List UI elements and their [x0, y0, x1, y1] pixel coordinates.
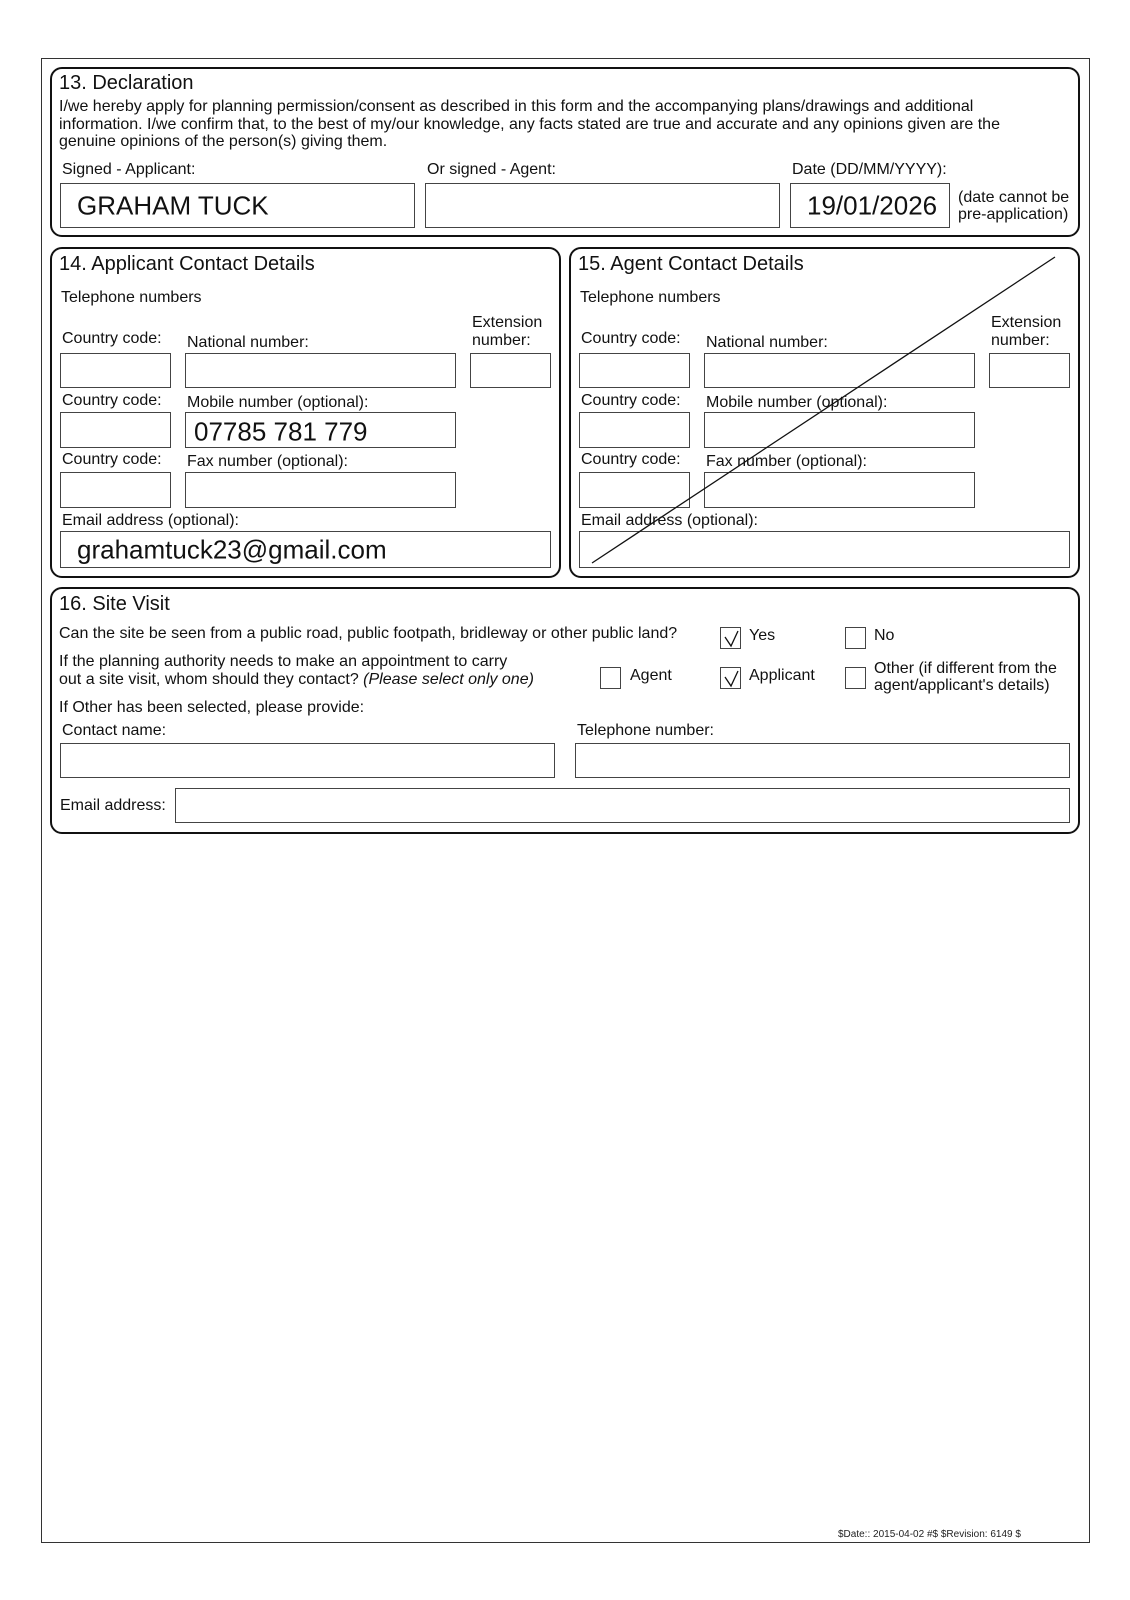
mobile-label: Mobile number (optional): — [706, 394, 888, 411]
site-email-field[interactable] — [175, 788, 1070, 823]
date-note-1: (date cannot be — [958, 189, 1070, 206]
extension-label-1: Extension — [472, 314, 543, 331]
extension-label-2: number: — [472, 332, 531, 349]
email-label: Email address (optional): — [62, 512, 239, 529]
mobile-number-value: 07785 781 779 — [194, 416, 368, 447]
yes-checkbox[interactable] — [720, 627, 741, 649]
agent-checkbox[interactable] — [600, 667, 621, 689]
extension-label-2: number: — [991, 332, 1050, 349]
q2-line2-text: out a site visit, whom should they contact? — [59, 671, 359, 688]
site-email-label: Email address: — [60, 797, 166, 814]
national-number-label: National number: — [187, 334, 309, 351]
fax-label: Fax number (optional): — [187, 453, 348, 470]
declaration-title: 13. Declaration — [59, 72, 194, 94]
contact-name-field[interactable] — [60, 743, 555, 778]
country-code-label: Country code: — [62, 451, 162, 468]
q2-note: (Please select only one) — [363, 671, 534, 688]
other-option-label-1: Other (if different from the — [874, 660, 1057, 677]
signed-applicant-label: Signed - Applicant: — [62, 161, 196, 178]
signed-agent-label: Or signed - Agent: — [427, 161, 556, 178]
other-checkbox[interactable] — [845, 667, 866, 689]
no-label: No — [874, 627, 895, 644]
agent-option-label: Agent — [630, 667, 672, 684]
check-icon — [722, 629, 740, 648]
date-label: Date (DD/MM/YYYY): — [792, 161, 947, 178]
agent-contact-title: 15. Agent Contact Details — [578, 253, 804, 275]
yes-label: Yes — [749, 627, 776, 644]
email-value: grahamtuck23@gmail.com — [77, 534, 387, 564]
no-checkbox[interactable] — [845, 627, 866, 649]
signed-applicant-value: GRAHAM TUCK — [77, 190, 269, 220]
fax-label: Fax number (optional): — [706, 453, 867, 470]
declaration-text: I/we hereby apply for planning permission/consent as described in this form and the accompanying plans/drawings and additional information. I/we confirm that, to the best of my/our knowledge, any facts stated are true and accurate and any opinions given are the genuine opinions of the person(s) giving them. — [59, 98, 1000, 150]
email-label: Email address (optional): — [581, 512, 758, 529]
check-icon — [722, 669, 740, 688]
date-note-2: pre-application) — [958, 206, 1069, 223]
contact-name-label: Contact name: — [62, 722, 167, 739]
telephone-number-field[interactable] — [575, 743, 1070, 778]
telephone-heading: Telephone numbers — [61, 289, 202, 306]
country-code-label: Country code: — [581, 451, 681, 468]
country-code-label: Country code: — [581, 330, 681, 347]
q2-line1: If the planning authority needs to make an appointment to carry — [59, 653, 508, 670]
date-value: 19/01/2026 — [807, 190, 938, 220]
country-code-label: Country code: — [581, 392, 681, 409]
applicant-option-label: Applicant — [749, 667, 815, 684]
national-number-label: National number: — [706, 334, 828, 351]
mobile-label: Mobile number (optional): — [187, 394, 369, 411]
other-option-label-2: agent/applicant's details) — [874, 677, 1050, 694]
site-visit-title: 16. Site Visit — [59, 593, 170, 615]
cross-out-line — [0, 0, 1130, 600]
q1-text: Can the site be seen from a public road, public footpath, bridleway or other public land? — [59, 625, 678, 642]
applicant-checkbox[interactable] — [720, 667, 741, 689]
telephone-number-label: Telephone number: — [577, 722, 714, 739]
if-other-text: If Other has been selected, please provide: — [59, 699, 365, 716]
extension-label-1: Extension — [991, 314, 1062, 331]
footer-revision: $Date:: 2015-04-02 #$ $Revision: 6149 $ — [838, 1529, 1021, 1540]
applicant-contact-title: 14. Applicant Contact Details — [59, 253, 315, 275]
telephone-heading: Telephone numbers — [580, 289, 721, 306]
q2-line2 — [59, 671, 534, 689]
country-code-label: Country code: — [62, 330, 162, 347]
country-code-label: Country code: — [62, 392, 162, 409]
